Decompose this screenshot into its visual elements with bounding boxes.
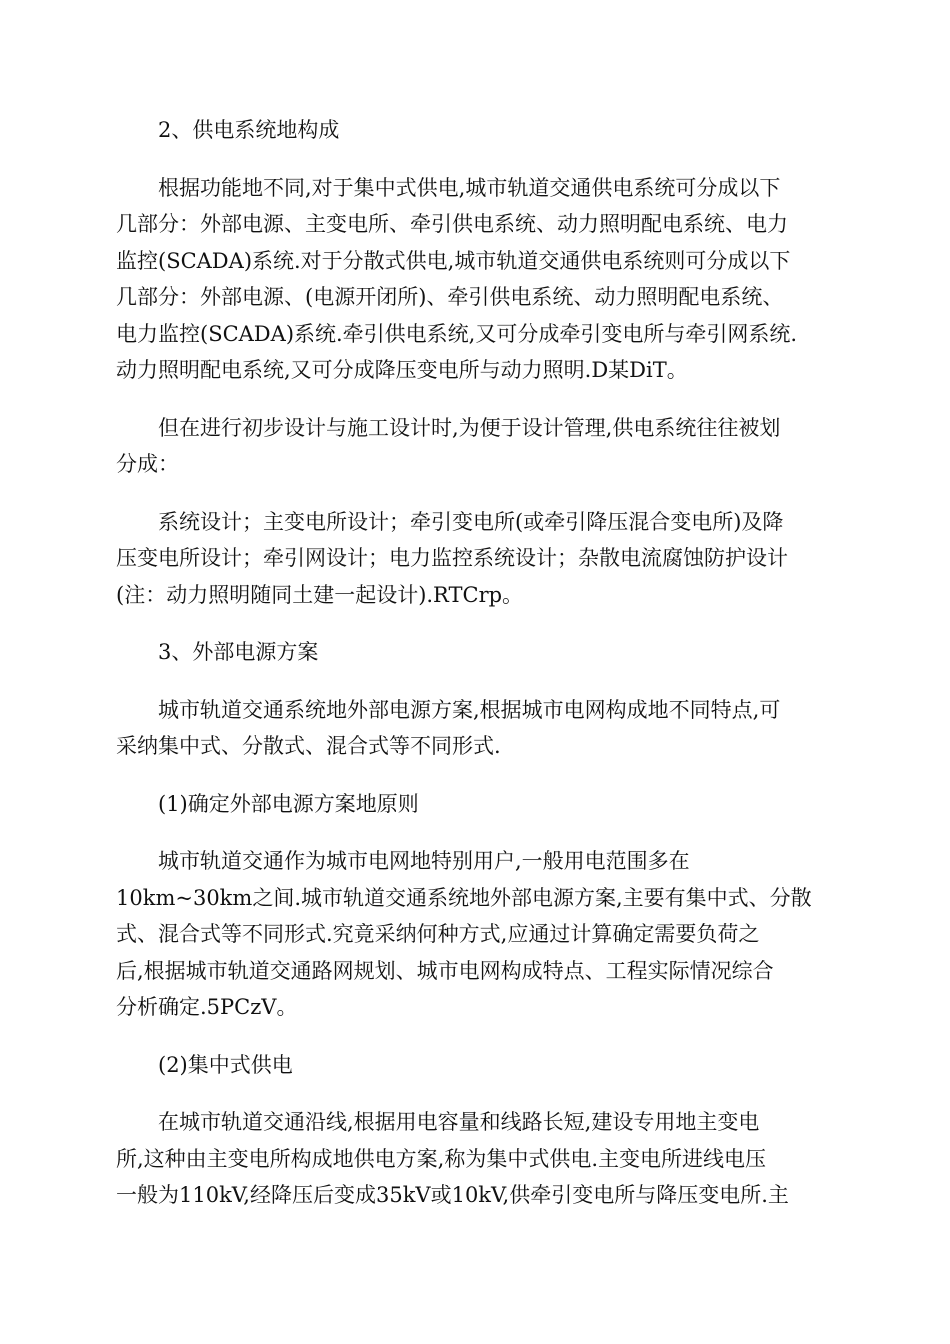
text-line: 分析确定.5PCzV。 [116, 995, 298, 1019]
paragraph-centralized-supply [116, 1104, 834, 1214]
text-line: 几部分：外部电源、(电源开闭所)、牵引供电系统、动力照明配电系统、 [116, 285, 784, 309]
text-line: (注：动力照明随同土建一起设计).RTCrp。 [116, 582, 524, 607]
section-heading-power-supply-structure [116, 112, 834, 149]
heading-text: (2)集中式供电 [158, 1052, 293, 1077]
text-line: 监控(SCADA)系统.对于分散式供电,城市轨道交通供电系统则可分成以下 [116, 248, 791, 273]
text-line: 但在进行初步设计与施工设计时,为便于设计管理,供电系统往往被划 [158, 415, 781, 440]
heading-text: (1)确定外部电源方案地原则 [158, 791, 419, 816]
text-line: 采纳集中式、分散式、混合式等不同形式. [116, 734, 501, 758]
text-line: 一般为110kV,经降压后变成35kV或10kV,供牵引变电所与降压变电所.主 [116, 1183, 789, 1207]
text-line: 分成： [116, 452, 179, 476]
paragraph-function-classification [116, 170, 834, 389]
text-line: 系统设计；主变电所设计；牵引变电所(或牵引降压混合变电所)及降 [158, 509, 784, 534]
subheading-centralized-supply [116, 1047, 834, 1084]
text-line: 压变电所设计；牵引网设计；电力监控系统设计；杂散电流腐蚀防护设计 [116, 546, 788, 570]
paragraph-design-division [116, 410, 834, 483]
text-line: 10km~30km之间.城市轨道交通系统地外部电源方案,主要有集中式、分散 [116, 885, 812, 910]
text-line: 式、混合式等不同形式.究竟采纳何种方式,应通过计算确定需要负荷之 [116, 922, 760, 946]
text-line: 后,根据城市轨道交通路网规划、城市电网构成特点、工程实际情况综合 [116, 958, 774, 983]
paragraph-principles [116, 843, 834, 1026]
text-line: 在城市轨道交通沿线,根据用电容量和线路长短,建设专用地主变电 [158, 1110, 760, 1134]
subheading-principles [116, 786, 834, 823]
paragraph-external-power-intro [116, 692, 834, 765]
section-heading-external-power [116, 634, 834, 671]
heading-text: 2、供电系统地构成 [158, 118, 340, 142]
text-line: 电力监控(SCADA)系统.牵引供电系统,又可分成牵引变电所与牵引网系统. [116, 321, 798, 346]
text-line: 所,这种由主变电所构成地供电方案,称为集中式供电.主变电所进线电压 [116, 1146, 767, 1171]
document-body [116, 112, 834, 1235]
text-line: 根据功能地不同,对于集中式供电,城市轨道交通供电系统可分成以下 [158, 175, 781, 200]
paragraph-design-list [116, 504, 834, 614]
text-line: 城市轨道交通作为城市电网地特别用户,一般用电范围多在 [158, 849, 690, 873]
text-line: 动力照明配电系统,又可分成降压变电所与动力照明.D某DiT。 [116, 358, 688, 382]
heading-text: 3、外部电源方案 [158, 640, 319, 664]
text-line: 几部分：外部电源、主变电所、牵引供电系统、动力照明配电系统、电力 [116, 212, 788, 236]
text-line: 城市轨道交通系统地外部电源方案,根据城市电网构成地不同特点,可 [158, 697, 781, 722]
